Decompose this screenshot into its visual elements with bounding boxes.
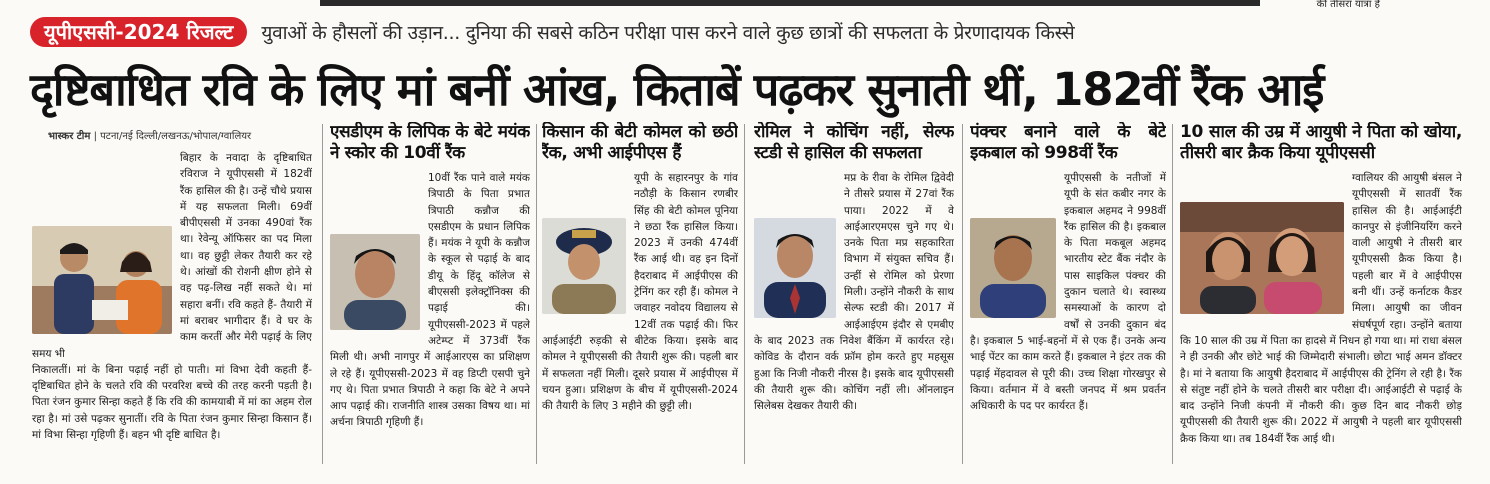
story-komal-text: यूपी के सहारनपुर के गांव नठौड़ी के किसान रणबीर सिंह की बेटी कोमल पूनिया ने छठा रैंक हासिल किया। 2023 में उनकी 474वीं रैंक आई थी। वह इन दिनों हैदराबाद में आईपीएस की ट्रेनिंग कर रही हैं। कोमल ने जवाहर नवोदय विद्यालय से 12वीं तक पढ़ाई की। फिर आईआईटी रुड़की से बीटेक किया। इसके बाद कोमल ने यूपीएससी की तैयारी शुरू की। पहली बार में सफलता नहीं मिली। दूसरे प्रयास में आईपीएस में चयन हुआ। प्रशिक्षण के बीच में यूपीएससी-2024 की तैयारी के लिए 3 महीने की छुट्टी ली। [542,172,738,413]
story-romil-body [754,170,954,414]
byline [48,128,251,142]
romil-portrait [754,218,836,318]
story-komal-title: किसान की बेटी कोमल को छठी रैंक, अभी आईपीएस हैं [542,122,738,163]
headline: दृष्टिबाधित रवि के लिए मां बनीं आंख, किताबें पढ़कर सुनाती थीं, 182वीं रैंक आई [30,63,1324,116]
story-komal [542,122,738,462]
story-iqbal-text: यूपीएससी के नतीजों में यूपी के संत कबीर नगर के इकबाल अहमद ने 998वीं रैंक हासिल की है। इकबाल के पिता मकबूल अहमद भारतीय स्टेट बैंक नंदौर के पास साइकिल पंक्चर की दुकान चलाते थे। स्वास्थ्य समस्याओं के कारण दो वर्षों से उनकी दुकान बंद है। इकबाल 5 भाई-बहनों में से एक हैं। उनके अन्य भाई पेंटर का काम करते हैं। इकबाल ने इंटर तक की पढ़ाई मेंहदावल से पूरी की। उच्च शिक्षा गोरखपुर से किया। वर्तमान में वे बस्ती जनपद में श्रम प्रवर्तन अधिकारी के पद पर कार्यरत हैं। [970,172,1166,413]
story-mayank [330,122,530,462]
story-mayank-title: एसडीएम के लिपिक के बेटे मयंक ने स्कोर की 10वीं रैंक [330,122,530,163]
lead-story [32,150,312,460]
mayank-photo [330,234,420,330]
byline-source: भास्कर टीम [48,131,91,142]
komal-portrait [542,218,626,314]
section-tag: यूपीएससी-2024 रिजल्ट [30,17,247,47]
previous-story-corner-text: की तीसरा यात्रा है [1316,0,1380,10]
column-divider [744,124,745,464]
story-ayushi-body [1180,170,1462,447]
story-iqbal-body [970,170,1166,414]
komal-photo [542,218,626,314]
story-komal-body [542,170,738,414]
ayushi-photo [1180,202,1344,314]
story-romil [754,122,954,462]
kicker-row [30,14,1470,50]
story-mayank-text: 10वीं रैंक पाने वाले मयंक त्रिपाठी के पिता प्रभात त्रिपाठी कन्नौज की एसडीएम के प्रधान लिपिक हैं। मयंक ने यूपी के कन्नौज के स्कूल से पढ़ाई के बाद डीयू के हिंदू कॉलेज से बीएससी इलेक्ट्रॉनिक्स की पढ़ाई की। यूपीएससी-2023 में पहले अटेम्प्ट में 373वीं रैंक मिली थी। अभी नागपुर में आईआरएस का प्रशिक्षण ले रहे हैं। यूपीएससी-2023 में वह डिप्टी एसपी चुने गए थे। पिता प्रभात त्रिपाठी ने कहा कि बेटे ने अपने आप पढ़ाई की। राजनीति शास्त्र उसका विषय था। मां अर्चना त्रिपाठी गृहिणी हैं। [330,172,530,429]
iqbal-photo [970,218,1056,318]
story-iqbal-title: पंक्चर बनाने वाले के बेटे इकबाल को 998वीं रैंक [970,122,1166,163]
story-romil-text: मप्र के रीवा के रोमिल द्विवेदी ने तीसरे प्रयास में 27वां रैंक पाया। 2022 में वे आईआरएमएस चुने गए थे। उनके पिता मप्र सहकारिता विभाग में संयुक्त सचिव हैं। उन्हीं से रोमिल को प्रेरणा मिली। उन्होंने नौकरी के साथ सेल्फ स्टडी की। 2017 में आईआईएम इंदौर से एमबीए के बाद 2023 तक निवेश बैंकिंग में कार्यरत रहे। कोविड के दौरान वर्क फ्रॉम होम करते हुए महसूस हुआ कि निजी नौकरी नीरस है। इसके बाद यूपीएससी की तैयारी शुरू की। कोचिंग नहीं ली। ऑनलाइन सिलेबस देखकर तैयारी की। [754,172,954,413]
story-ayushi [1180,122,1462,462]
romil-photo [754,218,836,318]
lead-paragraph-1 [32,150,312,362]
top-strip [0,0,1490,8]
iqbal-portrait [970,218,1056,318]
column-divider [962,124,963,464]
column-divider [536,124,537,464]
story-romil-title: रोमिल ने कोचिंग नहीं, सेल्फ स्टडी से हासिल की सफलता [754,122,954,163]
lead-photo [32,226,172,334]
lead-paragraph-1-text: बिहार के नवादा के दृष्टिबाधित रविराज ने यूपीएससी में 182वीं रैंक हासिल की है। उन्हें चौथे प्रयास में यह सफलता मिली। 69वीं बीपीएससी में उनका 490वां रैंक था। रेवेन्यू ऑफिसर का पद मिला था। वह छुट्टी लेकर तैयारी कर रहे थे। आंखों की रोशनी क्षीण होने से वह पढ़-लिख नहीं सकते थे। मां सहारा बनीं। रवि कहते हैं- तैयारी में मां बराबर भागीदार हैं। वे घर के काम करतीं और मेरी पढ़ाई के लिए समय भी [32,152,312,360]
mayank-portrait [330,234,420,330]
story-ayushi-text: ग्वालियर की आयुषी बंसल ने यूपीएससी में सातवीं रैंक हासिल की है। आईआईटी कानपुर से इंजीनियरिंग करने वाली आयुषी ने तीसरी बार यूपीएससी क्रैक किया है। पहली बार में वे आईपीएस बनी थीं। उन्हें कर्नाटक कैडर मिला। आयुषी का जीवन संघर्षपूर्ण रहा। उन्होंने बताया कि 10 साल की उम्र में पिता का हादसे में निधन हो गया था। मां राधा बंसल ने ही उनकी और छोटे भाई की जिम्मेदारी संभाली। छोटा भाई अमन डॉक्टर है। मां ने बताया कि आयुषी हैदराबाद में आईपीएस की ट्रेनिंग ले रही है। रैंक से संतुष्ट नहीं होने के चलते तीसरी बार परीक्षा दी। आईआईटी से पढ़ाई के बाद उन्होंने निजी कंपनी में नौकरी की। कुछ दिन बाद नौकरी छोड़ यूपीएससी की तैयारी शुरू की। 2022 में आयुषी ने पहली बार यूपीएससी क्रैक किया था। तब 184वीं रैंक आई थी। [1180,172,1462,445]
byline-cities: | पटना/नई दिल्ली/लखनऊ/भोपाल/ग्वालियर [93,131,252,142]
story-mayank-body [330,170,530,431]
column-divider [322,124,323,464]
previous-story-edge [320,0,1260,6]
mother-son-photo-illustration [32,226,172,334]
column-divider [1172,124,1173,464]
ayushi-mother-portrait [1180,202,1344,314]
story-ayushi-title: 10 साल की उम्र में आयुषी ने पिता को खोया, तीसरी बार क्रैक किया यूपीएससी [1180,122,1462,163]
story-iqbal [970,122,1166,462]
kicker-text: युवाओं के हौसलों की उड़ान... दुनिया की सबसे कठिन परीक्षा पास करने वाले कुछ छात्रों की सफलता के प्रेरणादायक किस्से [261,22,1075,44]
lead-paragraph-2: निकालतीं। मां के बिना पढ़ाई नहीं हो पाती। मां विभा देवी कहती हैं- दृष्टिबाधित होने के चलते रवि की परवरिश बच्चे की तरह करनी पड़ती है। पिता रंजन कुमार सिन्हा कहते हैं कि रवि की कामयाबी में मां का अहम रोल रहा है। मां उसे पढ़कर सुनातीं। रवि के पिता रंजन कुमार सिन्हा किसान हैं। मां विभा सिन्हा गृहिणी हैं। बहन भी दृष्टि बाधित है। [32,363,312,442]
